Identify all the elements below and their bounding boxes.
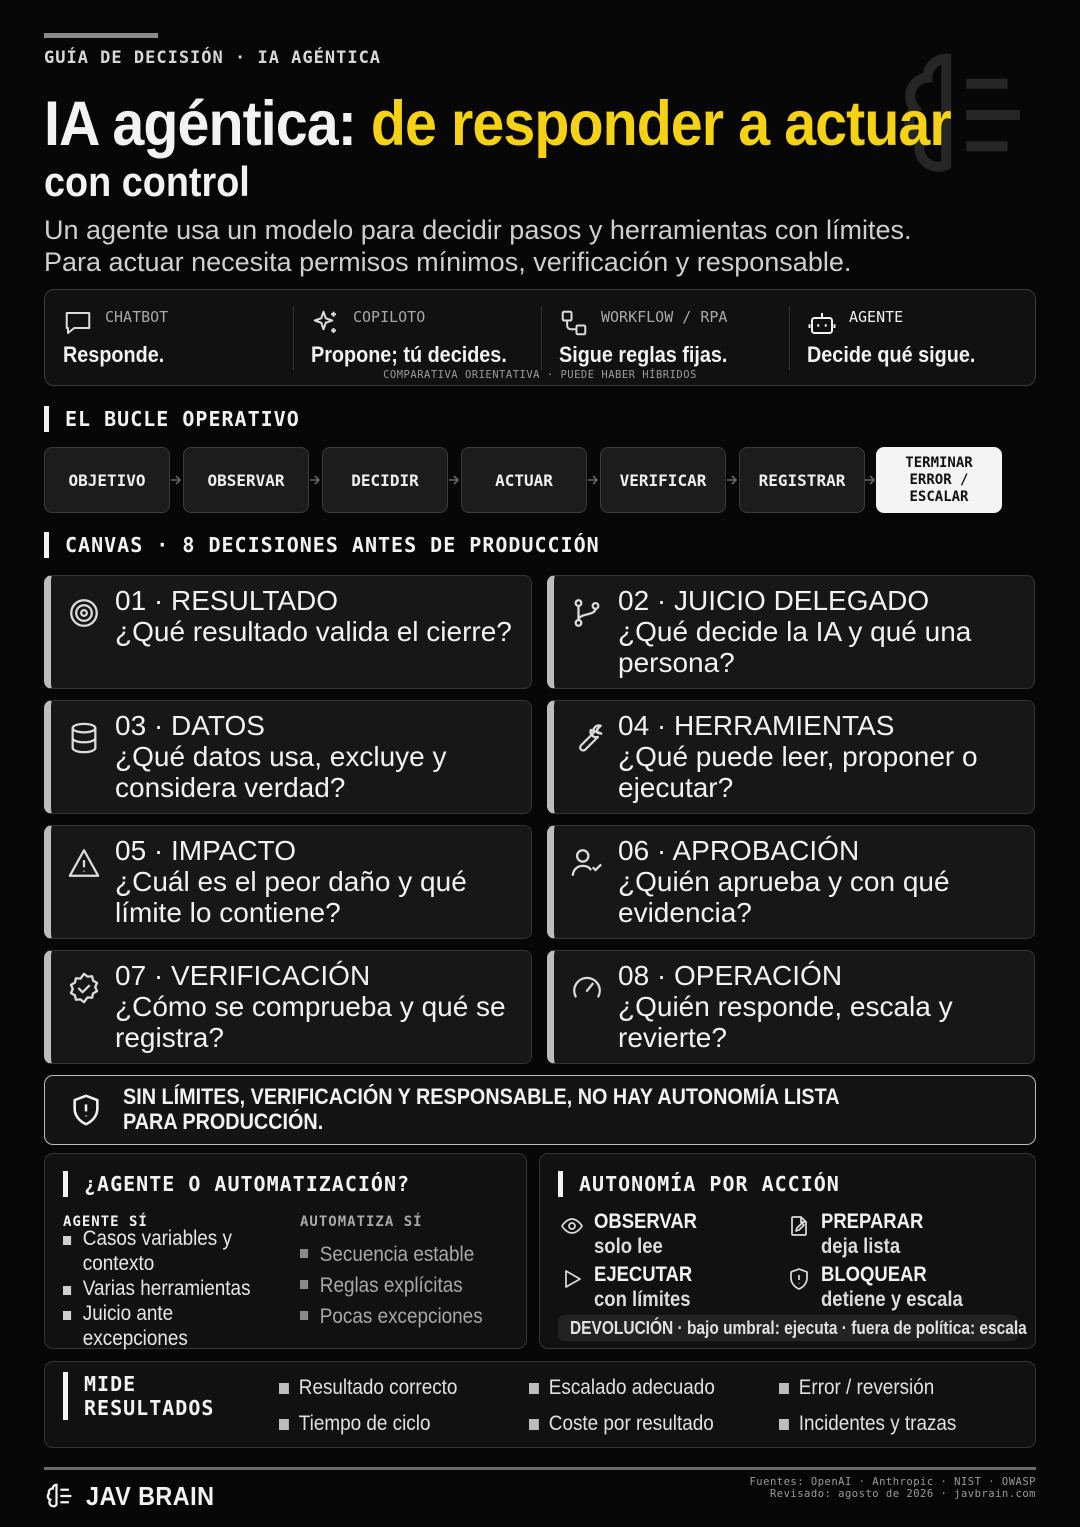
page-title-line2: con control (44, 158, 250, 205)
loop-step: REGISTRAR (739, 447, 865, 513)
comparison-label: AGENTE (849, 308, 904, 326)
play-icon (560, 1267, 584, 1291)
shield-icon (787, 1267, 811, 1291)
sources (749, 1476, 1036, 1500)
canvas-card-verificacion (44, 950, 532, 1064)
list-item: Juicio ante excepciones (63, 1301, 279, 1351)
brand-name: JAV BRAIN (86, 1480, 215, 1511)
top-accent-bar (44, 33, 158, 38)
autonomy-level: BLOQUEAR (821, 1263, 927, 1286)
comparison-text: Sigue reglas fijas. (559, 342, 728, 367)
card-title: 01 · RESULTADO (115, 585, 339, 616)
arrow-right-icon (309, 473, 322, 487)
metric-item: Coste por resultado (529, 1412, 714, 1436)
section-heading-agent-vs-automation: ¿AGENTE O AUTOMATIZACIÓN? (63, 1171, 410, 1197)
card-question: ¿Cuál es el peor daño y qué límite lo contiene? (115, 866, 467, 928)
card-question: ¿Qué puede leer, proponer o ejecutar? (618, 741, 978, 803)
eyebrow: GUÍA DE DECISIÓN · IA AGÉNTICA (44, 48, 382, 68)
card-question: ¿Qué decide la IA y qué una persona? (618, 616, 972, 678)
user-check-icon (570, 846, 604, 880)
loop-step: VERIFICAR (600, 447, 726, 513)
section-heading-autonomy: AUTONOMÍA POR ACCIÓN (558, 1171, 840, 1197)
autonomy-level: EJECUTAR (594, 1263, 693, 1286)
canvas-card-aprobacion (547, 825, 1035, 939)
eye-icon (560, 1214, 584, 1238)
canvas-card-resultado (44, 575, 532, 689)
autonomy-level: OBSERVAR (594, 1210, 698, 1233)
warning-banner (44, 1075, 1036, 1145)
loop-step-final (876, 447, 1002, 513)
section-heading-canvas: CANVAS · 8 DECISIONES ANTES DE PRODUCCIÓN (44, 532, 600, 558)
subtitle (44, 214, 1044, 278)
comparison-text: Propone; tú decides. (311, 342, 507, 367)
canvas-card-datos (44, 700, 532, 814)
card-title: 07 · VERIFICACIÓN (115, 960, 371, 991)
metrics-heading-line1: MIDE (84, 1372, 137, 1396)
arrow-right-icon (726, 473, 739, 487)
title-white: IA agéntica: (44, 89, 356, 159)
card-question: ¿Quién aprueba y con qué evidencia? (618, 866, 950, 928)
database-icon (67, 721, 101, 755)
revised-line: Revisado: agosto de 2026 · javbrain.com (769, 1488, 1036, 1500)
metric-item: Tiempo de ciclo (279, 1412, 430, 1436)
autonomy-desc: solo lee (594, 1235, 663, 1258)
canvas-card-herramientas (547, 700, 1035, 814)
autonomy-level: PREPARAR (821, 1210, 924, 1233)
final-line1: TERMINAR (905, 454, 973, 471)
comparison-text: Decide qué sigue. (807, 342, 976, 367)
canvas-card-juicio (547, 575, 1035, 689)
brand (44, 1480, 229, 1512)
section-heading-metrics (63, 1372, 243, 1420)
autonomy-desc: con límites (594, 1288, 691, 1311)
card-title: 08 · OPERACIÓN (618, 960, 843, 991)
gauge-icon (570, 971, 604, 1005)
final-line3: ESCALAR (909, 488, 969, 505)
loop-step: ACTUAR (461, 447, 587, 513)
list-item: Reglas explícitas (300, 1270, 516, 1301)
loop-step: OBJETIVO (44, 447, 170, 513)
branch-icon (570, 596, 604, 630)
card-question: ¿Quién responde, escala y revierte? (618, 991, 953, 1053)
autonomy-panel (539, 1153, 1036, 1349)
canvas-card-operacion (547, 950, 1035, 1064)
card-title: 02 · JUICIO DELEGADO (618, 585, 930, 616)
target-icon (67, 596, 101, 630)
list-item: Secuencia estable (300, 1239, 516, 1270)
banner-text: SIN LÍMITES, VERIFICACIÓN Y RESPONSABLE, NO HAY AUTONOMÍA LISTA PARA PRODUCCIÓN. (123, 1084, 839, 1134)
card-question: ¿Qué datos usa, excluye y considera verdad? (115, 741, 447, 803)
file-edit-icon (787, 1214, 811, 1238)
final-line2: ERROR / (909, 471, 969, 488)
card-title: 06 · APROBACIÓN (618, 835, 860, 866)
metrics-heading-line2: RESULTADOS (84, 1396, 215, 1420)
list-item: Varias herramientas (63, 1276, 279, 1301)
comparison-note: COMPARATIVA ORIENTATIVA · PUEDE HABER HÍBRIDOS (383, 369, 697, 381)
subtitle-line1: Un agente usa un modelo para decidir pasos y herramientas con límites. (44, 215, 912, 245)
list-item: Casos variables y contexto (63, 1226, 279, 1276)
title-highlight: de responder a actuar (355, 89, 951, 159)
loop-diagram (44, 447, 1004, 513)
card-title: 04 · HERRAMIENTAS (618, 710, 895, 741)
subtitle-line2: Para actuar necesita permisos mínimos, verificación y responsable. (44, 247, 852, 277)
loop-step: OBSERVAR (183, 447, 309, 513)
arrow-right-icon (587, 473, 600, 487)
arrow-right-icon (170, 473, 183, 487)
autonomy-desc: detiene y escala (821, 1288, 963, 1311)
footer-divider (44, 1467, 1036, 1470)
list-item: Pocas excepciones (300, 1301, 516, 1332)
agent-list (63, 1226, 279, 1351)
comparison-label: WORKFLOW / RPA (601, 308, 728, 326)
automation-list (300, 1239, 516, 1332)
comparison-panel (44, 289, 1036, 386)
card-question: ¿Qué resultado valida el cierre? (115, 616, 512, 647)
badge-check-icon (67, 971, 101, 1005)
section-heading-loop: EL BUCLE OPERATIVO (44, 406, 300, 432)
metric-item: Incidentes y trazas (779, 1412, 956, 1436)
agent-vs-automation-panel (44, 1153, 527, 1349)
autonomy-desc: deja lista (821, 1235, 901, 1258)
warning-icon (67, 846, 101, 880)
comparison-text: Responde. (63, 342, 165, 367)
chat-icon (63, 308, 93, 338)
brain-logo-icon (44, 1480, 74, 1512)
sources-line: Fuentes: OpenAI · Anthropic · NIST · OWASP (749, 1476, 1036, 1488)
comparison-label: CHATBOT (105, 308, 169, 326)
metric-item: Escalado adecuado (529, 1376, 715, 1400)
metric-item: Error / reversión (779, 1376, 934, 1400)
arrow-right-icon (448, 473, 461, 487)
devolucion-text: DEVOLUCIÓN · bajo umbral: ejecuta · fuera de política: escala (570, 1318, 1027, 1338)
automation-column-heading: AUTOMATIZA SÍ (300, 1214, 423, 1230)
agent-column-heading: AGENTE SÍ (63, 1214, 148, 1230)
shield-alert-icon (69, 1093, 103, 1127)
wrench-icon (570, 721, 604, 755)
metric-item: Resultado correcto (279, 1376, 457, 1400)
canvas-card-impacto (44, 825, 532, 939)
robot-icon (807, 308, 837, 338)
metrics-panel (44, 1361, 1036, 1448)
loop-step: DECIDIR (322, 447, 448, 513)
sparkle-icon (311, 308, 341, 338)
card-title: 03 · DATOS (115, 710, 265, 741)
card-question: ¿Cómo se comprueba y qué se registra? (115, 991, 506, 1053)
card-title: 05 · IMPACTO (115, 835, 297, 866)
arrow-right-icon (864, 473, 877, 487)
comparison-label: COPILOTO (353, 308, 426, 326)
page-title (44, 84, 951, 164)
devolucion-note (558, 1315, 1027, 1341)
workflow-icon (559, 308, 589, 338)
